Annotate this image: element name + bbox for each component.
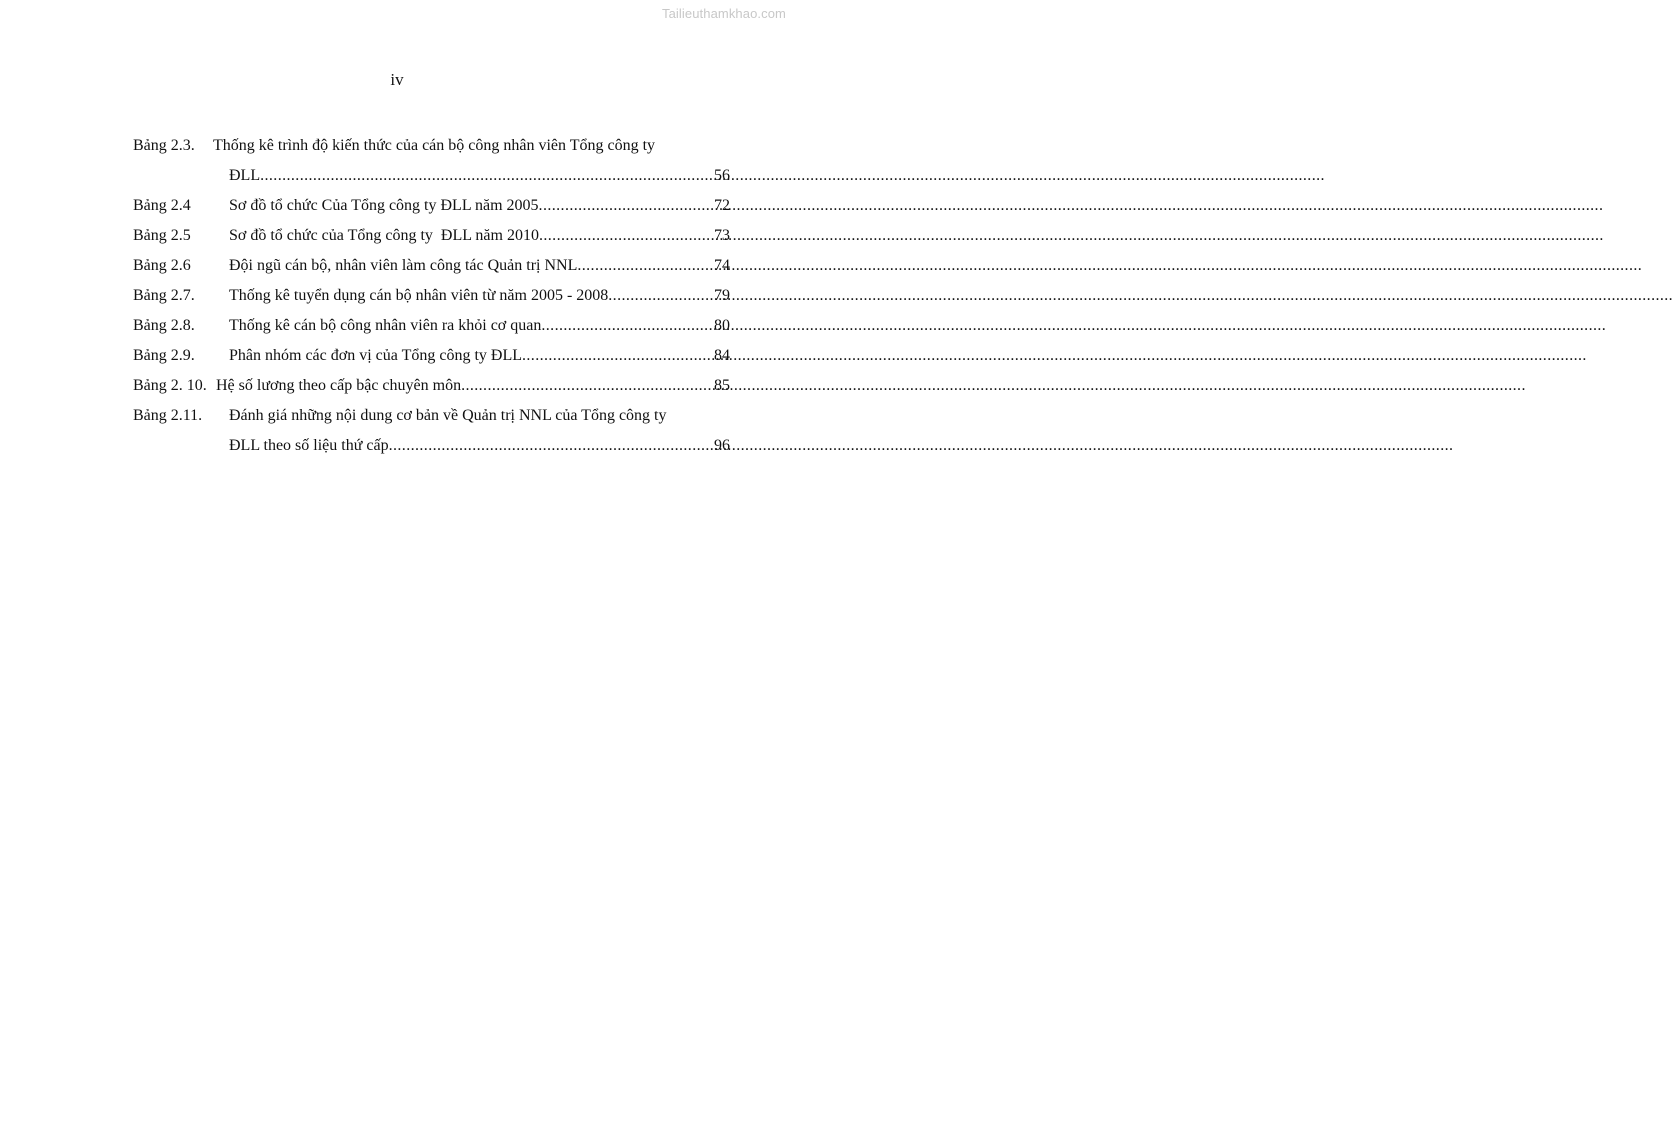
toc-entry-2-7[interactable] [133, 281, 730, 311]
dot-leader [461, 371, 710, 401]
dot-leader [539, 221, 710, 251]
dot-leader [389, 431, 710, 461]
toc-entry-label: Bảng 2.9. [133, 347, 195, 364]
dot-leader [608, 281, 710, 311]
toc-entry-page: 80 [714, 317, 730, 334]
toc-entry-label: Bảng 2.6 [133, 257, 191, 274]
toc-entry-label: Bảng 2.7. [133, 287, 195, 304]
toc-entry-label: Bảng 2.8. [133, 317, 195, 334]
toc-entry-page: 85 [714, 377, 730, 394]
dot-leader [522, 341, 710, 371]
toc-entry-title: Phân nhóm các đơn vị của Tổng công ty ĐLL [229, 347, 522, 364]
toc-entry-page: 56 [714, 167, 730, 184]
toc-entry-2-9[interactable] [133, 341, 730, 371]
toc-entry-title: Thống kê trình độ kiến thức của cán bộ công nhân viên Tổng công ty [213, 137, 656, 154]
toc-entry-title-cont: ĐLL theo số liệu thứ cấp [229, 437, 389, 454]
toc-entry-title: Sơ đồ tổ chức của Tổng công ty ĐLL năm 2010 [229, 227, 539, 244]
toc-entry-2-11[interactable] [133, 401, 730, 461]
toc-entry-title-cont: ĐLL [229, 167, 261, 184]
toc-entry-title: Đánh giá những nội dung cơ bản về Quản trị NNL của Tổng công ty [229, 407, 667, 424]
toc-entry-label: Bảng 2. 10. [133, 377, 207, 394]
toc-entry-label: Bảng 2.4 [133, 197, 191, 214]
toc-entry-2-3[interactable] [133, 131, 730, 191]
toc-entry-page: 72 [714, 197, 730, 214]
toc-entry-page: 84 [714, 347, 730, 364]
dot-leader [539, 191, 710, 221]
toc-entry-2-8[interactable] [133, 311, 730, 341]
dot-leader [541, 311, 710, 341]
toc-entry-page: 79 [714, 287, 730, 304]
toc-entry-page: 96 [714, 437, 730, 454]
watermark: Tailieuthamkhao.com [661, 6, 786, 21]
toc-entry-title: Thống kê tuyển dụng cán bộ nhân viên từ năm 2005 - 2008 [229, 287, 609, 304]
toc-entry-page: 73 [714, 227, 730, 244]
toc-entry-2-10[interactable] [133, 371, 730, 401]
table-of-tables [133, 131, 730, 461]
toc-entry-label: Bảng 2.5 [133, 227, 191, 244]
dot-leader [577, 251, 710, 281]
toc-entry-title: Sơ đồ tổ chức Của Tổng công ty ĐLL năm 2005 [229, 197, 539, 214]
toc-entry-label: Bảng 2.11. [133, 407, 203, 424]
page-number: iv [390, 70, 404, 89]
toc-entry-2-5[interactable] [133, 221, 730, 251]
toc-entry-label: Bảng 2.3. [133, 137, 195, 154]
toc-entry-page: 74 [714, 257, 730, 274]
toc-entry-title: Hệ số lương theo cấp bậc chuyên môn [216, 377, 462, 394]
dot-leader [260, 161, 710, 191]
toc-entry-2-4[interactable] [133, 191, 730, 221]
toc-entry-title: Đội ngũ cán bộ, nhân viên làm công tác Quản trị NNL [229, 257, 578, 274]
toc-entry-title: Thống kê cán bộ công nhân viên ra khỏi cơ quan [229, 317, 542, 334]
toc-entry-2-6[interactable] [133, 251, 730, 281]
